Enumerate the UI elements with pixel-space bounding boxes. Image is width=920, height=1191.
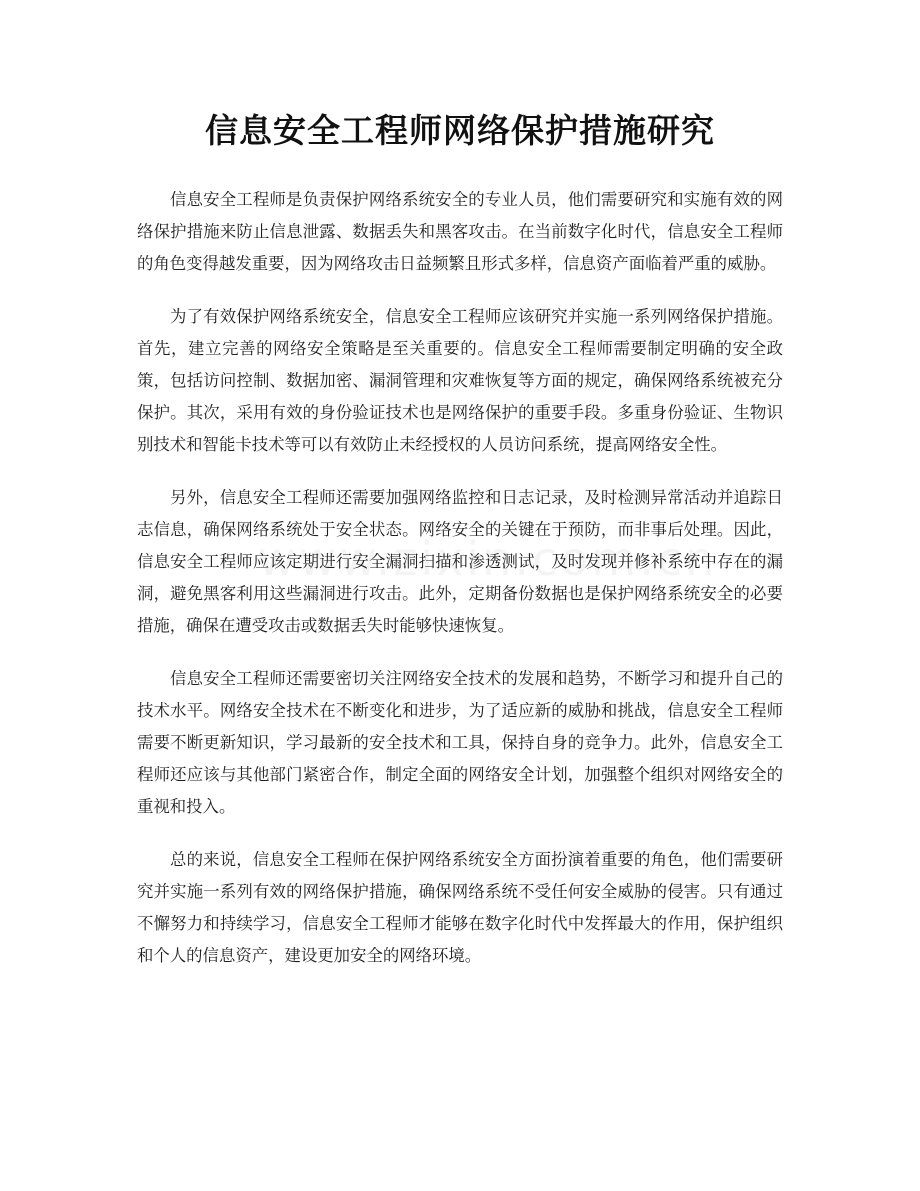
paragraph-3: 另外，信息安全工程师还需要加强网络监控和日志记录，及时检测异常活动并追踪日志信息，确保网络系统处于安全状态。网络安全的关键在于预防，而非事后处理。因此，信息安全工程师应该定期进行安全漏洞扫描和渗透测试，及时发现并修补系统中存在的漏洞，避免黑客利用这些漏洞进行攻击。此外，定期备份数据也是保护网络系统安全的必要措施，确保在遭受攻击或数据丢失时能够快速恢复。 bbox=[137, 488, 783, 635]
paragraph-5: 总的来说，信息安全工程师在保护网络系统安全方面扮演着重要的角色，他们需要研究并实施一系列有效的网络保护措施，确保网络系统不受任何安全威胁的侵害。只有通过不懈努力和持续学习，信息安全工程师才能够在数字化时代中发挥最大的作用，保护组织和个人的信息资产，建设更加安全的网络环境。 bbox=[137, 850, 783, 965]
paragraph-2: 为了有效保护网络系统安全，信息安全工程师应该研究并实施一系列网络保护措施。首先，建立完善的网络安全策略是至关重要的。信息安全工程师需要制定明确的安全政策，包括访问控制、数据加密、漏洞管理和灾难恢复等方面的规定，确保网络系统被充分保护。其次，采用有效的身份验证技术也是网络保护的重要手段。多重身份验证、生物识别技术和智能卡技术等可以有效防止未经授权的人员访问系统，提高网络安全性。 bbox=[137, 307, 783, 454]
paragraph-1: 信息安全工程师是负责保护网络系统安全的专业人员，他们需要研究和实施有效的网络保护措施来防止信息泄露、数据丢失和黑客攻击。在当前数字化时代，信息安全工程师的角色变得越发重要，因为网络攻击日益频繁且形式多样，信息资产面临着严重的威胁。 bbox=[137, 190, 783, 273]
paragraph-4: 信息安全工程师还需要密切关注网络安全技术的发展和趋势，不断学习和提升自己的技术水平。网络安全技术在不断变化和进步，为了适应新的威胁和挑战，信息安全工程师需要不断更新知识，学习最新的安全技术和工具，保持自身的竞争力。此外，信息安全工程师还应该与其他部门紧密合作，制定全面的网络安全计划，加强整个组织对网络安全的重视和投入。 bbox=[137, 669, 783, 816]
document-body bbox=[137, 184, 783, 994]
document-title: 信息安全工程师网络保护措施研究 bbox=[205, 111, 715, 150]
